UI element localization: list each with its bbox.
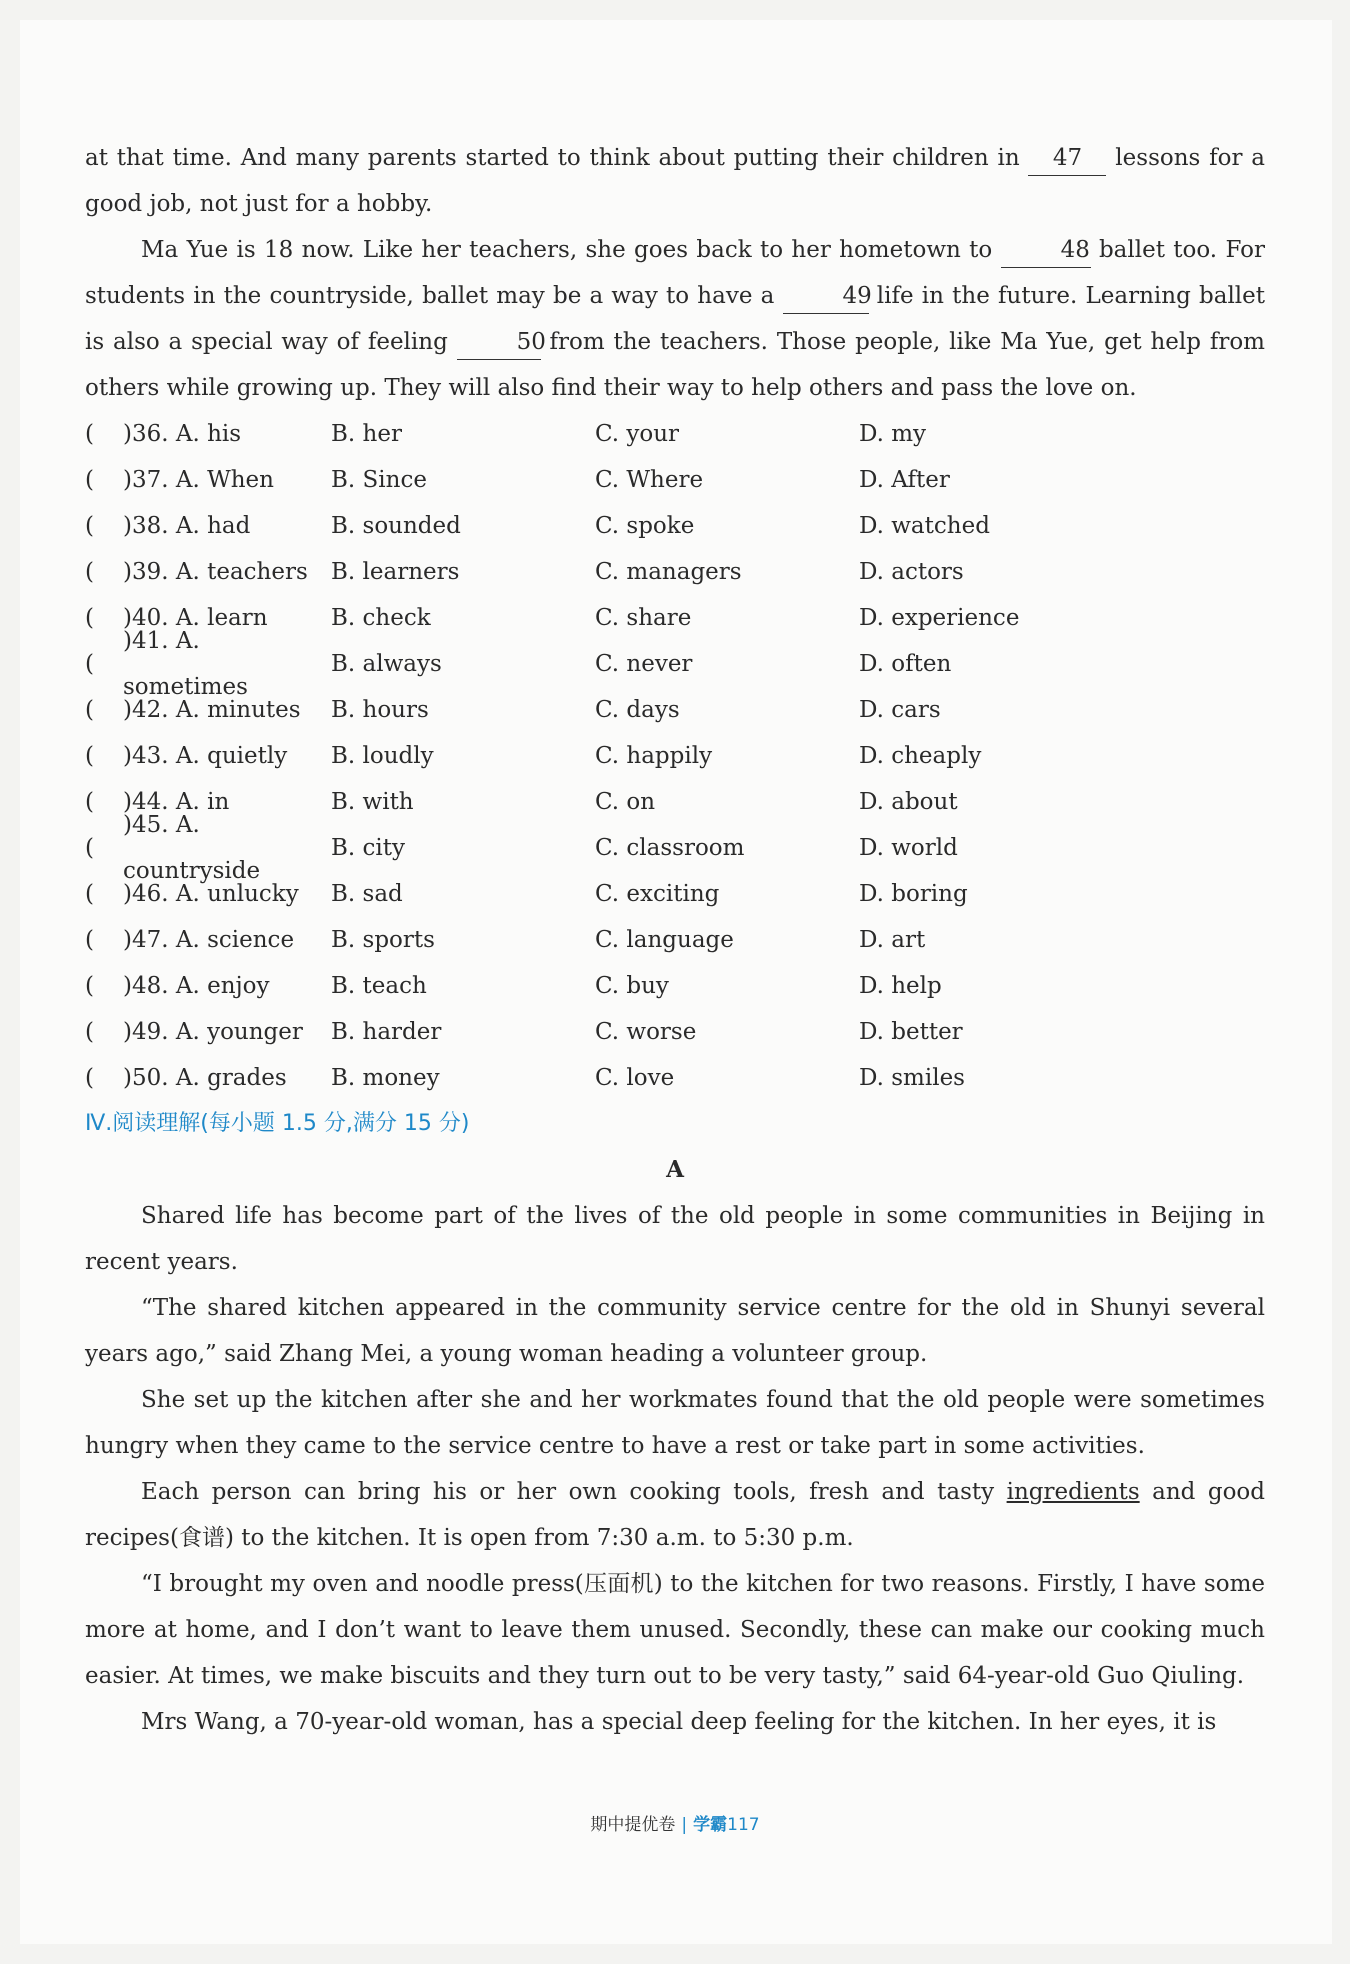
option-a: )37. A. When <box>123 467 274 493</box>
page-number: 117 <box>727 1815 760 1835</box>
brand-name: 学霸 <box>693 1815 728 1835</box>
option-d: D. boring <box>859 881 968 907</box>
option-a: )45. A. countryside <box>123 812 261 884</box>
option-d: D. better <box>859 1019 963 1045</box>
option-b: B. check <box>331 605 431 631</box>
text: Ma Yue is 18 now. Like her teachers, she goes back to her hometown to <box>141 237 993 263</box>
option-a: )38. A. had <box>123 513 251 539</box>
blank-49: 49 <box>783 279 869 314</box>
option-a: )41. A. sometimes <box>123 628 248 700</box>
option-row <box>85 457 1265 503</box>
option-row <box>85 917 1265 963</box>
option-b: B. Since <box>331 467 427 493</box>
book-title: 期中提优卷 <box>590 1815 676 1835</box>
paragraph-continued <box>85 135 1265 227</box>
paragraph: She set up the kitchen after she and her workmates found that the old people were sometimes hungry when they came to the service centre to have a rest or take part in some activities. <box>85 1387 1265 1459</box>
option-a: )36. A. his <box>123 421 242 447</box>
option-b: B. her <box>331 421 402 447</box>
option-d: D. watched <box>859 513 990 539</box>
option-row <box>85 733 1265 779</box>
option-row <box>85 503 1265 549</box>
option-b: B. loudly <box>331 743 434 769</box>
blank-47: 47 <box>1028 141 1106 176</box>
option-c: C. worse <box>595 1019 697 1045</box>
option-a: )39. A. teachers <box>123 559 308 585</box>
option-d: D. art <box>859 927 926 953</box>
option-b: B. harder <box>331 1019 442 1045</box>
option-a: )46. A. unlucky <box>123 881 299 907</box>
option-c: C. classroom <box>595 835 745 861</box>
option-d: D. about <box>859 789 958 815</box>
text: ballet too. For students in the countryside, ballet may be a way to have a <box>85 237 1265 309</box>
blank-48: 48 <box>1001 233 1091 268</box>
paragraph: “I brought my oven and noodle press(压面机) to the kitchen for two reasons. Firstly, I have some more at home, and I don’t want to leave them unused. Secondly, these can make our cooking much easier. At times, we make biscuits and they turn out to be very tasty,” said 64-year-old Guo Qiuling. <box>85 1571 1265 1689</box>
answer-paren: ( <box>85 789 94 815</box>
option-d: D. cheaply <box>859 743 982 769</box>
footer-separator: | <box>681 1815 688 1835</box>
option-b: B. hours <box>331 697 429 723</box>
option-row <box>85 1009 1265 1055</box>
option-row <box>85 549 1265 595</box>
option-b: B. sounded <box>331 513 461 539</box>
option-a: )42. A. minutes <box>123 697 301 723</box>
option-c: C. never <box>595 651 693 677</box>
option-b: B. sad <box>331 881 403 907</box>
option-b: B. city <box>331 835 405 861</box>
option-c: C. Where <box>595 467 704 493</box>
option-a: )49. A. younger <box>123 1019 303 1045</box>
text: at that time. And many parents started to think about putting their children in <box>85 145 1020 171</box>
option-a: )44. A. in <box>123 789 230 815</box>
answer-paren: ( <box>85 421 94 447</box>
option-c: C. days <box>595 697 680 723</box>
options-list <box>85 411 1265 1101</box>
option-b: B. with <box>331 789 414 815</box>
text: and good recipes(食谱) to the kitchen. It is open from 7:30 a.m. to 5:30 p.m. <box>85 1479 1266 1551</box>
answer-paren: ( <box>85 513 94 539</box>
page-footer <box>0 1810 1350 1835</box>
text: life in the future. Learning ballet is also a special way of feeling <box>85 283 1266 355</box>
answer-paren: ( <box>85 1019 94 1045</box>
option-d: D. experience <box>859 605 1020 631</box>
option-b: B. money <box>331 1065 440 1091</box>
option-row <box>85 628 1265 700</box>
content <box>85 135 1265 1745</box>
answer-paren: ( <box>85 743 94 769</box>
paragraph <box>85 1469 1265 1561</box>
text: lessons for a good job, not just for a hobby. <box>85 145 1266 217</box>
option-c: C. buy <box>595 973 669 999</box>
answer-paren: ( <box>85 651 94 677</box>
answer-paren: ( <box>85 559 94 585</box>
option-a: )47. A. science <box>123 927 295 953</box>
option-row <box>85 411 1265 457</box>
option-row <box>85 1055 1265 1101</box>
option-a: )50. A. grades <box>123 1065 287 1091</box>
answer-paren: ( <box>85 835 94 861</box>
option-b: B. always <box>331 651 442 677</box>
paragraph: Mrs Wang, a 70-year-old woman, has a special deep feeling for the kitchen. In her eyes, it is <box>141 1709 1217 1735</box>
option-b: B. sports <box>331 927 435 953</box>
option-c: C. exciting <box>595 881 720 907</box>
option-row <box>85 812 1265 884</box>
section-heading: Ⅳ.阅读理解(每小题 1.5 分,满分 15 分) <box>85 1111 470 1136</box>
answer-paren: ( <box>85 973 94 999</box>
option-b: B. teach <box>331 973 427 999</box>
answer-paren: ( <box>85 881 94 907</box>
option-c: C. language <box>595 927 734 953</box>
answer-paren: ( <box>85 1065 94 1091</box>
option-d: D. world <box>859 835 958 861</box>
option-a: )43. A. quietly <box>123 743 288 769</box>
option-d: D. cars <box>859 697 941 723</box>
underlined-word: ingredients <box>1006 1479 1140 1505</box>
option-c: C. on <box>595 789 656 815</box>
answer-paren: ( <box>85 467 94 493</box>
paragraph-ma-yue <box>85 227 1265 411</box>
answer-paren: ( <box>85 927 94 953</box>
option-d: D. actors <box>859 559 964 585</box>
option-d: D. often <box>859 651 952 677</box>
paragraph: Shared life has become part of the lives of the old people in some communities in Beijing in recent years. <box>85 1203 1265 1275</box>
text: Each person can bring his or her own cooking tools, fresh and tasty <box>141 1479 995 1505</box>
option-d: D. After <box>859 467 950 493</box>
option-c: C. love <box>595 1065 675 1091</box>
option-a: )48. A. enjoy <box>123 973 270 999</box>
option-d: D. my <box>859 421 927 447</box>
blank-50: 50 <box>457 325 541 360</box>
answer-paren: ( <box>85 605 94 631</box>
text: from the teachers. Those people, like Ma Yue, get help from others while growing up. They will also find their way to help others and pass the love on. <box>85 329 1265 401</box>
option-row <box>85 687 1265 733</box>
option-row <box>85 871 1265 917</box>
option-c: C. spoke <box>595 513 695 539</box>
option-c: C. managers <box>595 559 742 585</box>
option-c: C. happily <box>595 743 713 769</box>
answer-paren: ( <box>85 697 94 723</box>
paragraph: “The shared kitchen appeared in the community service centre for the old in Shunyi several years ago,” said Zhang Mei, a young woman heading a volunteer group. <box>85 1295 1265 1367</box>
option-d: D. smiles <box>859 1065 965 1091</box>
option-c: C. share <box>595 605 692 631</box>
option-c: C. your <box>595 421 680 447</box>
option-d: D. help <box>859 973 942 999</box>
option-a: )40. A. learn <box>123 605 268 631</box>
passage-title: A <box>666 1156 684 1183</box>
option-b: B. learners <box>331 559 460 585</box>
option-row <box>85 963 1265 1009</box>
